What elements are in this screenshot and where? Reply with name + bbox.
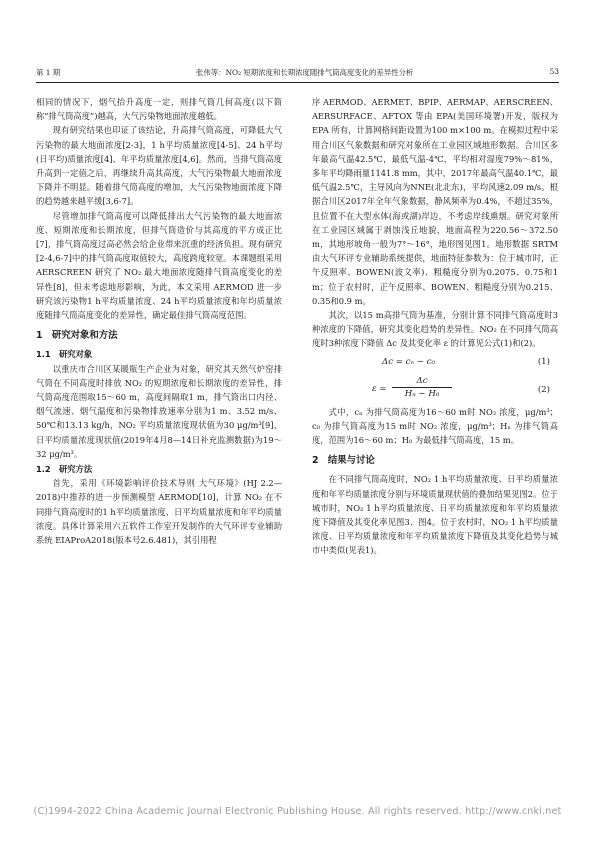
paragraph-method-continued: 序 AERMOD、AERMET、BPIP、AERMAP、AERSCREEN、AERSURFACE、AFTOX 等由 EPA(美国环境署)开发，版权为 EPA 所有，计算网格间距设置为100 m×100 m。在模拟过程中采用合川区气象数据和研究对象所在工业园区域地形数据。合川区多年最高气温42.5℃，最低气温-4℃，平均相对湿度79%～81%，多年平均降雨量1141.8 mm，其中，2017年最高气温40.1℃，最低气温2.5℃，主导风向为NNE(北北东)，平均风速2.09 m/s。根据合川区2017年全年气象数据，静风频率为0.4%，不超过35%，且位置不在大型水体(海或湖)岸边，不考虑岸线熏烟。研究对象所在工业园区域属于剥蚀浅丘地貌，地面高程为220.56～372.50 m，其地形坡角一般为7°～16°，地形图见图1。地形数据 SRTM 由大气环评专业辅助系统提供，地面特征参数为：位于城市时，正午反照率、BOWEN(波文率)、粗糙度分别为0.2075、0.75和1 m；位于农村时，正午反照率、BOWEN、粗糙度分别为0.215、0.35和0.9 m。	[312, 97, 558, 306]
equation-1-number: (1)	[537, 356, 550, 367]
equation-1-body: Δc = cₙ − c₀	[382, 356, 435, 367]
paragraph-symbol-definitions: 式中，cₙ 为排气筒高度为16～60 m时 NO₂ 浓度，μg/m³；c₀ 为排气筒高度为15 m时 NO₂ 浓度，μg/m³；Hₙ 为排气筒高度，范围为16～60 m；H₀ 为最低排气筒高度，15 m。	[312, 406, 558, 446]
running-header	[36, 60, 559, 83]
equation-2-denominator: Hₙ − H₀	[404, 388, 440, 399]
issue-number: 第 1 期	[36, 68, 61, 77]
equation-2-number: (2)	[537, 384, 550, 395]
subsection-heading-1-1: 1.1 研究对象	[36, 349, 93, 360]
left-column	[36, 95, 282, 547]
paragraph-existing-research: 现有研究结果也印证了该结论，升高排气筒高度，可降低大气污染物的最大地面浓度[2-3]，1 h平均质量浓度[4-5]、24 h平均(日平均)质量浓度[4]、年平均质量浓度[4,6]。然而，当排气筒高度升高到一定值之后，再继续升高其高度，大气污染物最大地面浓度下降并不明显。随着排气筒高度的增加，大气污染物地面浓度下降的趋势越来越平缓[3,6-7]。	[36, 125, 282, 207]
equation-2-lhs: ε =	[372, 383, 387, 394]
equation-2-numerator: Δc	[392, 375, 452, 388]
paragraph-research-method: 首先，采用《环境影响评价技术导则 大气环境》(HJ 2.2—2018)中推荐的进一步预测模型 AERMOD[10]，计算 NO₂ 在不同排气筒高度时的1 h平均质量浓度、日平均质量浓度和年平均质量浓度。具体计算采用六五软件工作室开发制作的大气环评专业辅助系统 EIAProA2018(版本号2.6.481)，其引用程	[36, 478, 282, 546]
section-heading-2: 2 结果与讨论	[312, 455, 375, 467]
page-number: 53	[549, 67, 559, 76]
copyright-footer: (C)1994-2022 China Academic Journal Electronic Publishing House. All rights reserved. http://www.cnki.net	[33, 806, 562, 817]
running-title: 张伟等：NO₂ 短期浓度和长期浓度随排气筒高度变化的差异性分析	[196, 68, 414, 77]
equation-1	[312, 351, 558, 375]
paragraph-second-step: 其次，以15 m高排气筒为基准，分别计算不同排气筒高度时3种浓度的下降值，研究其变化趋势的差异性。NO₂ 在不同排气筒高度时3种浓度下降值 Δc 及其变化率 ε 的计算见公式(1)和(2)。	[312, 310, 558, 349]
equation-2	[312, 375, 558, 405]
right-column	[312, 95, 558, 558]
section-heading-1: 1 研究对象和方法	[36, 330, 118, 342]
equation-2-fraction	[392, 375, 452, 400]
paragraph-research-object: 以重庆市合川区某暖瓶生产企业为对象，研究其天然气炉窑排气筒在不同高度时排放 NO₂ 的短期浓度和长期浓度的差异性，排气筒高度范围取15～60 m，高度间隔取1 m，排气筒出口内径、烟气流速、烟气温度和污染物排放速率分别为1 m、3.52 m/s、50℃和13.13 kg/h，NO₂ 平均质量浓度现状值为30 μg/m³[9]，日平均质量浓度现状值(2019年4月8—14日补充监测数据)为19～32 μg/m³。	[36, 363, 282, 459]
subsection-heading-1-2: 1.2 研究方法	[36, 464, 93, 475]
paragraph-intro-continued: 相同的情况下，烟气抬升高度一定，则排气筒几何高度(以下简称“排气筒高度”)越高，大气污染物地面浓度越低。	[36, 97, 282, 122]
paragraph-results: 在不同排气筒高度时，NO₂ 1 h平均质量浓度、日平均质量浓度和年平均质量浓度分别与环境质量现状值的叠加结果见图2。位于城市时，NO₂ 1 h平均质量浓度、日平均质量浓度和年平均质量浓度下降值及其变化率见图3、图4。位于农村时，NO₂ 1 h平均质量浓度、日平均质量浓度和年平均质量浓度下降值及其变化趋势与城市中类似(见表1)。	[312, 474, 558, 556]
paragraph-cost: 尽管增加排气筒高度可以降低排出大气污染物的最大地面浓度、短期浓度和长期浓度，但排气筒造价与其高度的平方成正比[7]，排气筒高度过高必然会给企业带来沉重的经济负担。现有研究[2-4,6-7]中的排气筒高度取值较大，高度跨度较宽。本课题组采用 AERSCREEN 研究了 NO₂ 最大地面浓度随排气筒高度变化的差异性[8]，但未考虑地形影响，为此，本文采用 AERMOD 进一步研究该污染物1 h平均质量浓度、24 h平均质量浓度和年均质量浓度随排气筒高度变化的差异性，确定最佳排气筒高度范围。	[36, 210, 282, 321]
